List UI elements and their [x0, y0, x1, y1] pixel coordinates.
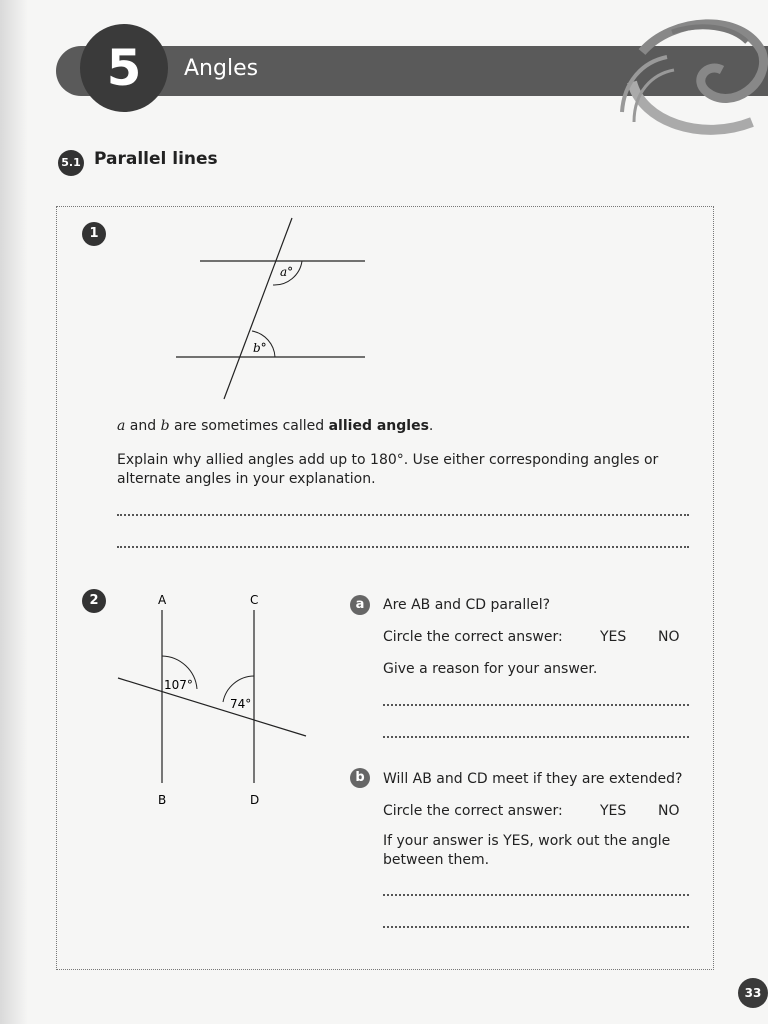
- point-C-label: C: [250, 593, 259, 607]
- angle-b-label: b°: [253, 341, 267, 355]
- chapter-number: 5: [80, 24, 168, 112]
- part-b-follow-line-1: If your answer is YES, work out the angle: [383, 833, 671, 849]
- part-b-follow-line-2: between them.: [383, 852, 490, 868]
- part-a-reason-prompt: Give a reason for your answer.: [383, 661, 598, 677]
- angle-a-label: a°: [280, 265, 294, 279]
- page-gutter-shadow: [0, 0, 28, 1024]
- instruction-line-2: alternate angles in your explanation.: [117, 471, 376, 487]
- point-A-label: A: [158, 593, 167, 607]
- part-b-circle-prompt: Circle the correct answer:: [383, 803, 563, 819]
- sentence-and: and: [125, 418, 161, 434]
- part-b-badge: b: [350, 768, 370, 788]
- question-2-badge: 2: [82, 589, 106, 613]
- swirl-decoration-icon: [612, 12, 768, 142]
- allied-angles-diagram: [170, 214, 370, 404]
- part-a-question: Are AB and CD parallel?: [383, 597, 551, 613]
- section-title: Parallel lines: [94, 149, 218, 169]
- angle-107-label: 107°: [164, 678, 193, 692]
- part-b-question: Will AB and CD meet if they are extended?: [383, 771, 683, 787]
- part-a-answer-line-2[interactable]: [383, 736, 689, 738]
- variable-a: a: [117, 418, 126, 434]
- part-b-answer-line-2[interactable]: [383, 926, 689, 928]
- variable-b: b: [160, 418, 170, 434]
- part-a-answer-line-1[interactable]: [383, 704, 689, 706]
- part-b-yes-option[interactable]: YES: [600, 803, 627, 819]
- sentence-rest: are sometimes called: [169, 418, 329, 434]
- part-a-yes-option[interactable]: YES: [600, 629, 627, 645]
- transversal-diagram: [110, 588, 320, 816]
- allied-angles-sentence: [117, 417, 433, 436]
- point-D-label: D: [250, 793, 260, 807]
- instruction-line-1: Explain why allied angles add up to 180°. Use either corresponding angles or: [117, 452, 659, 468]
- part-a-circle-prompt: Circle the correct answer:: [383, 629, 563, 645]
- point-B-label: B: [158, 793, 167, 807]
- answer-line-2[interactable]: [117, 546, 689, 548]
- part-b-no-option[interactable]: NO: [658, 803, 680, 819]
- angle-74-label: 74°: [230, 697, 252, 711]
- section-number-badge: 5.1: [58, 150, 84, 176]
- part-a-no-option[interactable]: NO: [658, 629, 680, 645]
- part-b-follow-up: [383, 832, 683, 870]
- question-1-instruction: [117, 451, 677, 489]
- page-number: 33: [738, 978, 768, 1008]
- chapter-title: Angles: [184, 56, 259, 81]
- answer-line-1[interactable]: [117, 514, 689, 516]
- allied-angles-term: allied angles: [328, 418, 429, 434]
- sentence-end: .: [428, 418, 434, 434]
- part-a-badge: a: [350, 595, 370, 615]
- part-b-answer-line-1[interactable]: [383, 894, 689, 896]
- question-1-badge: 1: [82, 222, 106, 246]
